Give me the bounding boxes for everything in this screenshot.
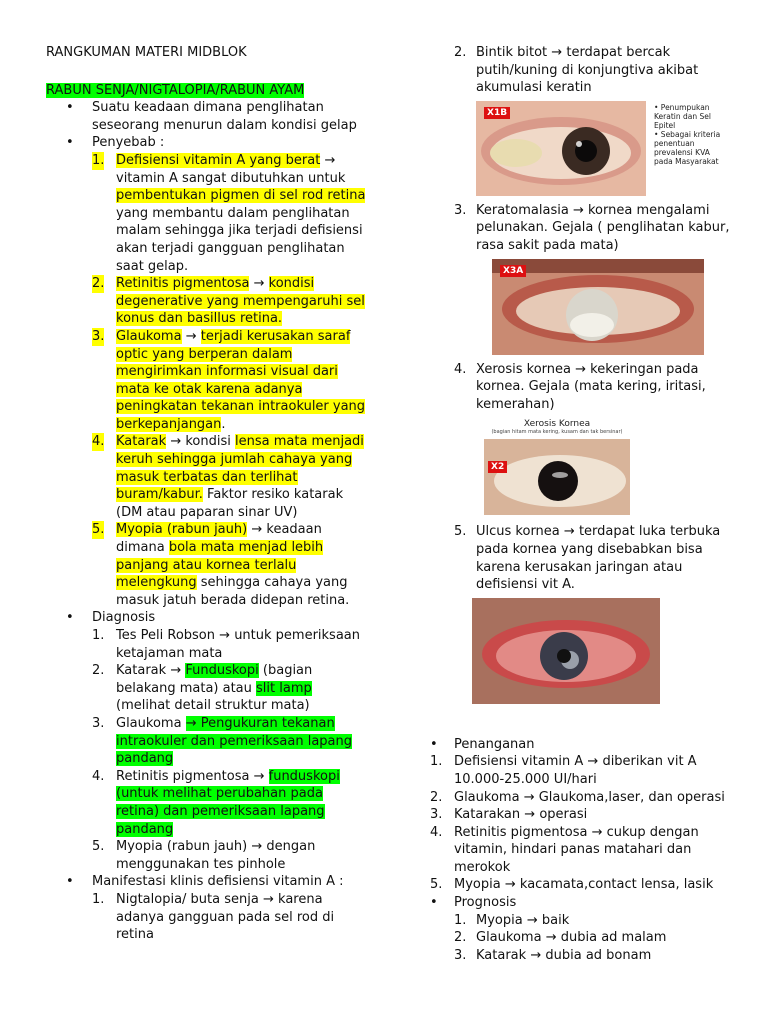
document-title: RANGKUMAN MATERI MIDBLOK	[46, 45, 247, 60]
manifestasi-item-3: 3. Keratomalasia → kornea mengalami pelunakan. Gejala ( penglihatan kabur, rasa sakit pada mata)	[454, 202, 730, 253]
prognosis-item-2: 2. Glaukoma → dubia ad malam	[454, 930, 667, 946]
prognosis-item-3: 3. Katarak → dubia ad bonam	[454, 947, 652, 963]
eye-photo-ulcer	[472, 598, 660, 704]
manifestasi-item-4: 4. Xerosis kornea → kekeringan pada kornea. Gejala (mata kering, iritasi, kemerahan)	[454, 361, 706, 412]
arrow-icon: →	[551, 45, 563, 60]
penyebab-item-4: 4. Katarak → kondisi lensa mata menjadi keruh sehingga jumlah cahaya yang masuk terbatas dan terlihat buram/kabur. Faktor resiko katarak (DM atau paparan sinar UV)	[92, 434, 364, 520]
corneal-ulcer-photo	[472, 598, 660, 704]
diagnosis-item-2: 2. Katarak → Funduskopi (bagian belakang mata) atau slit lamp (melihat detail struktur mata)	[92, 663, 313, 714]
arrow-icon: →	[185, 328, 197, 344]
manifestasi-item-2: 2. Bintik bitot → terdapat bercak putih/kuning di konjungtiva akibat akumulasi keratin	[454, 45, 699, 96]
arrow-icon: →	[575, 361, 587, 377]
arrow-icon: →	[170, 663, 182, 679]
arrow-icon: →	[219, 628, 231, 643]
bullet-icon: •	[430, 736, 438, 752]
image-side-notes: • Penumpukan Keratin dan Sel Epitel • Sebagai kriteria penentuan prevalensi KVA pada Masyarakat	[654, 102, 721, 166]
arrow-icon: →	[591, 824, 603, 840]
list-item: • Suatu keadaan dimana penglihatan seseorang menurun dalam kondisi gelap	[66, 100, 357, 133]
diagnosis-item-3: 3. Glaukoma → Pengukuran tekanan intraokuler dan pemeriksaan lapang pandang	[92, 715, 353, 767]
bullet-icon: •	[430, 895, 438, 911]
prognosis-label: • Prognosis	[430, 895, 517, 911]
arrow-icon: →	[251, 522, 263, 538]
arrow-icon: →	[170, 434, 182, 450]
bullet-icon: •	[66, 874, 74, 890]
bullet-icon: •	[66, 610, 74, 626]
penanganan-item-5: 5. Myopia → kacamata,contact lensa, lasik	[430, 877, 714, 893]
arrow-icon: →	[324, 152, 336, 168]
penyebab-label: • Penyebab :	[66, 135, 165, 151]
penanganan-item-4: 4. Retinitis pigmentosa → cukup dengan vitamin, hindari panas matahari dan merokok	[430, 824, 699, 875]
penyebab-item-2: 2. Retinitis pigmentosa → kondisi degenerative yang mempengaruhi sel konus dan basillus retina.	[92, 276, 365, 327]
image-caption-subtitle: (bagian hitam mata kering, kusam dan tak bersinar)	[491, 429, 623, 436]
arrow-icon: →	[545, 930, 557, 946]
penanganan-item-2: 2. Glaukoma → Glaukoma,laser, dan operasi	[430, 789, 725, 805]
arrow-icon: →	[504, 877, 516, 893]
arrow-icon: →	[185, 715, 197, 731]
arrow-icon: →	[251, 839, 263, 855]
penanganan-item-1: 1. Defisiensi vitamin A → diberikan vit A 10.000-25.000 UI/hari	[430, 754, 697, 787]
arrow-icon: →	[524, 807, 536, 823]
manifestasi-label: • Manifestasi klinis defisiensi vitamin A :	[66, 874, 344, 890]
arrow-icon: →	[563, 524, 575, 540]
arrow-icon: →	[262, 891, 274, 907]
diagnosis-item-1: 1. Tes Peli Robson → untuk pemeriksaan ketajaman mata	[92, 628, 361, 661]
diagnosis-item-4: 4. Retinitis pigmentosa → funduskopi (untuk melihat perubahan pada retina) dan pemeriksaan lapang pandang	[92, 768, 340, 837]
penyebab-item-3: 3. Glaukoma → terjadi kerusakan saraf optic yang berperan dalam mengirimkan informasi visual dari mata ke otak karena adanya peningkatan tekanan intraokuler yang berkepanjangan.	[92, 328, 366, 432]
image-label-x1b: X1B	[484, 107, 510, 119]
diagnosis-item-5: 5. Myopia (rabun jauh) → dengan menggunakan tes pinhole	[92, 839, 316, 872]
image-label-x3a: X3A	[500, 265, 526, 277]
manifestasi-item-5: 5. Ulcus kornea → terdapat luka terbuka pada kornea yang disebabkan bisa karena kerusakan jaringan atau defisiensi vit A.	[454, 524, 721, 593]
image-label-x2: X2	[488, 461, 507, 473]
arrow-icon: →	[253, 768, 265, 784]
xerosis-photo	[480, 417, 634, 517]
keratomalacia-photo	[492, 259, 704, 355]
arrow-icon: →	[523, 789, 535, 805]
section-heading: RABUN SENJA/NIGTALOPIA/RABUN AYAM	[46, 82, 305, 98]
bullet-icon: •	[66, 135, 74, 151]
arrow-icon: →	[253, 276, 265, 292]
image-caption-title: Xerosis Kornea	[523, 419, 591, 430]
penanganan-item-3: 3. Katarakan → operasi	[430, 807, 588, 823]
bitot-spot-photo	[476, 101, 736, 196]
arrow-icon: →	[572, 202, 584, 218]
manifestasi-item-1: 1. Nigtalopia/ buta senja → karena adanya gangguan pada sel rod di retina	[92, 891, 335, 943]
diagnosis-label: • Diagnosis	[66, 610, 156, 626]
penyebab-item-5: 5. Myopia (rabun jauh) → keadaan dimana bola mata menjad lebih panjang atau kornea terlalu melengkung sehingga cahaya yang masuk jatuh berada didepan retina.	[92, 522, 350, 608]
right-column	[430, 44, 730, 964]
bullet-icon: •	[66, 100, 74, 116]
prognosis-item-1: 1. Myopia → baik	[454, 912, 570, 928]
penyebab-item-1: 1. Defisiensi vitamin A yang berat → vitamin A sangat dibutuhkan untuk pembentukan pigmen di sel rod retina yang membantu dalam penglihatan malam sehingga jika terjadi defisiensi akan terjadi gangguan penglihatan saat gelap.	[92, 152, 366, 274]
arrow-icon: →	[587, 754, 599, 770]
arrow-icon: →	[530, 947, 542, 963]
arrow-icon: →	[526, 912, 538, 928]
left-column	[46, 44, 366, 944]
penanganan-label: • Penanganan	[430, 736, 535, 752]
